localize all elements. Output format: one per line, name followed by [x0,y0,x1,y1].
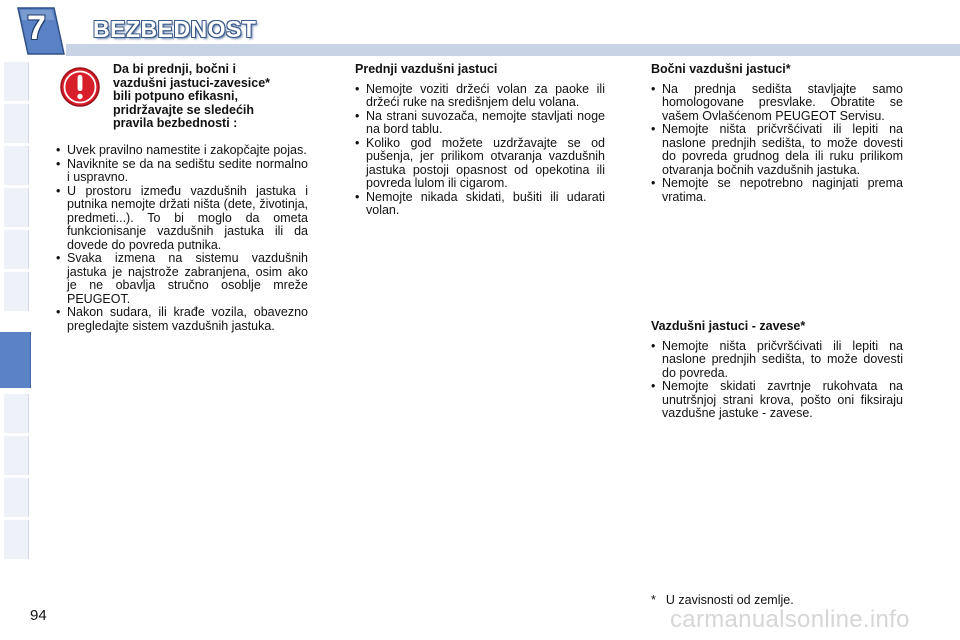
side-tab-7-active [0,332,31,388]
side-tab-2 [4,104,29,143]
title-underline [66,44,960,56]
header-bar [0,0,960,58]
side-tab-4 [4,188,29,227]
side-airbags-section [651,63,903,204]
list-item: • Na prednja sedišta stavljajte samo homologovane presvlake. Obratite se vašem Ovlašćenom PEUGEOT Servisu. [651,83,903,124]
list-item: • Nakon sudara, ili krađe vozila, obavezno pregledajte sistem vazdušnih jastuka. [56,306,308,333]
list-item: • Nemojte voziti držeći volan za paoke ili držeći ruke na središnjem delu volana. [355,83,605,110]
list-item: • Nemojte skidati zavrtnje rukohvata na unutršnjoj strani krova, pošto oni fiksiraju vazdušne jastuke - zavese. [651,380,903,421]
front-airbags-section [355,63,605,218]
warning-list-column [56,144,308,333]
page-title: BEZBEDNOST [93,16,257,42]
section-heading: Prednji vazdušni jastuci [355,62,498,76]
list-item: • Nemojte nikada skidati, bušiti ili udarati volan. [355,191,605,218]
footnote-text: U zavisnosti od zemlje. [665,593,794,607]
list-item: • Uvek pravilno namestite i zakopčajte pojas. [56,144,308,158]
side-tab-9 [4,436,29,475]
list-item: • Naviknite se da na sedištu sedite normalno i uspravno. [56,158,308,185]
side-tab-10 [4,478,29,517]
list-item: • Na strani suvozača, nemojte stavljati noge na bord tablu. [355,110,605,137]
footnote [651,593,794,607]
section-heading: Vazdušni jastuci - zavese* [651,319,806,333]
watermark: carmanualsonline.info [670,606,910,633]
list-item: • Nemojte ništa pričvršćivati ili lepiti na naslone prednjih sedišta, to može dovesti do povreda grudnog dela ili ruku prilikom otvaranja bočnih vazdušnih jastuka. [651,123,903,177]
footnote-mark: * [651,593,656,607]
section-heading: Bočni vazdušni jastuci* [651,62,791,76]
front-airbags-list [355,83,605,218]
curtain-airbags-section [651,320,903,421]
list-item: • Nemojte ništa pričvršćivati ili lepiti na naslone prednjih sedišta, to može dovesti do povreda. [651,340,903,381]
list-item: • U prostoru između vazdušnih jastuka i putnika nemojte držati ništa (dete, životinja, predmeti...). To bi moglo da ometa funkcionisanje vazdušnih jastuka ili da dovede do povreda putnika. [56,185,308,253]
side-tab-6 [4,272,29,311]
page-number: 94 [30,607,47,624]
list-item: • Koliko god možete uzdržavajte se od pušenja, jer prilikom otvaranja vazdušnih jastuka postoji opasnost od opekotina ili povreda lulom ili cigarom. [355,137,605,191]
side-tab-8 [4,394,29,433]
side-tab-3 [4,146,29,185]
side-tab-1 [4,62,29,101]
side-airbags-list [651,83,903,205]
side-tab-strip [0,60,32,580]
warning-exclamation-icon [59,66,101,108]
list-item: • Nemojte se nepotrebno naginjati prema vratima. [651,177,903,204]
side-tab-5 [4,230,29,269]
list-item: • Svaka izmena na sistemu vazdušnih jastuka je najstrože zabranjena, osim ako je ne obavlja stručno osoblje mreže PEUGEOT. [56,252,308,306]
warning-heading: Da bi prednji, bočni i vazdušni jastuci-zavesice* bili potpuno efikasni, pridržavajte se sledećih pravila bezbednosti : [113,62,271,130]
chapter-number: 7 [27,9,46,47]
side-tab-11 [4,520,29,559]
curtain-airbags-list [651,340,903,421]
warning-list [56,144,308,333]
